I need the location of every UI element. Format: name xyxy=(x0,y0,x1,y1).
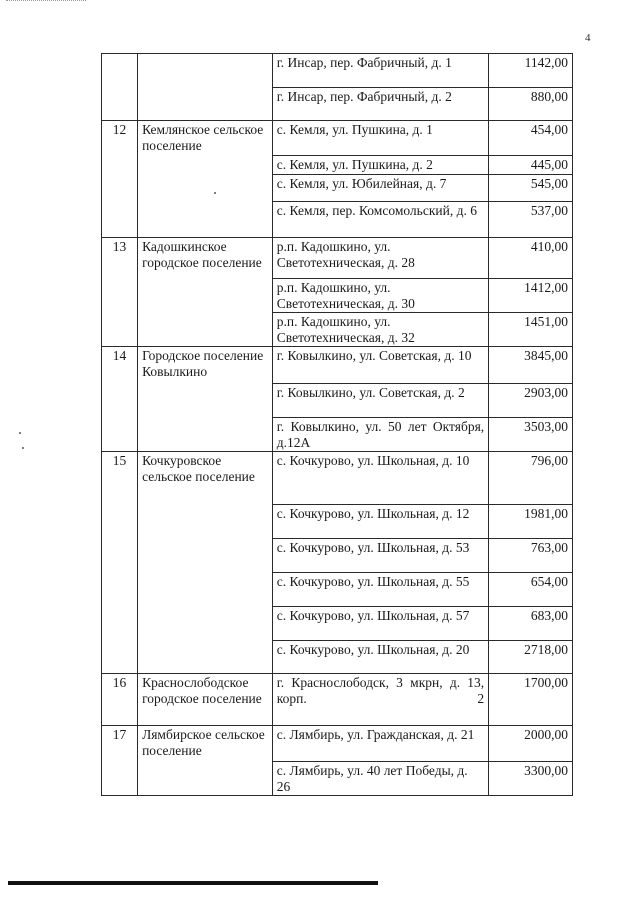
settlement-name: Лямбирское сельское поселение xyxy=(138,726,273,796)
row-number: 15 xyxy=(102,452,138,674)
row-number: 13 xyxy=(102,238,138,347)
area-value: 763,00 xyxy=(489,539,573,573)
scan-speck xyxy=(214,192,216,194)
area-value: 445,00 xyxy=(489,156,573,175)
settlement-name: Кочкуровское сельское поселение xyxy=(138,452,273,674)
address-cell: с. Кочкурово, ул. Школьная, д. 55 xyxy=(272,573,488,607)
address-cell: с. Кочкурово, ул. Школьная, д. 12 xyxy=(272,505,488,539)
area-value: 1700,00 xyxy=(489,674,573,726)
row-number: 12 xyxy=(102,121,138,238)
area-value: 3503,00 xyxy=(489,418,573,452)
table-row xyxy=(102,54,573,88)
table-body xyxy=(102,54,573,796)
address-cell: г. Инсар, пер. Фабричный, д. 2 xyxy=(272,88,488,121)
settlement-name: Кадошкинское городское поселение xyxy=(138,238,273,347)
row-number xyxy=(102,54,138,121)
area-value: 2718,00 xyxy=(489,641,573,674)
area-value: 2000,00 xyxy=(489,726,573,762)
settlement-name: Краснослободское городское поселение xyxy=(138,674,273,726)
area-value: 537,00 xyxy=(489,202,573,238)
area-value: 880,00 xyxy=(489,88,573,121)
address-cell: с. Кочкурово, ул. Школьная, д. 20 xyxy=(272,641,488,674)
area-value: 654,00 xyxy=(489,573,573,607)
area-value: 454,00 xyxy=(489,121,573,156)
area-value: 1981,00 xyxy=(489,505,573,539)
settlement-name: Городское поселение Ковылкино xyxy=(138,347,273,452)
area-value: 1451,00 xyxy=(489,313,573,347)
address-cell: с. Кемля, ул. Юбилейная, д. 7 xyxy=(272,175,488,202)
scan-artifact-bottom xyxy=(8,881,378,885)
address-cell: с. Лямбирь, ул. 40 лет Победы, д. 26 xyxy=(272,762,488,796)
settlement-name: Кемлянское сельское поселение xyxy=(138,121,273,238)
address-cell: с. Кемля, пер. Комсомольский, д. 6 xyxy=(272,202,488,238)
address-cell: г. Ковылкино, ул. 50 лет Октября, д.12А xyxy=(272,418,488,452)
address-cell: р.п. Кадошкино, ул. Светотехническая, д. 30 xyxy=(272,279,488,313)
address-cell: с. Лямбирь, ул. Гражданская, д. 21 xyxy=(272,726,488,762)
address-cell: с. Кочкурово, ул. Школьная, д. 10 xyxy=(272,452,488,505)
area-value: 410,00 xyxy=(489,238,573,279)
area-value: 3845,00 xyxy=(489,347,573,384)
scan-speck xyxy=(22,447,24,449)
area-value: 683,00 xyxy=(489,607,573,641)
address-cell: г. Инсар, пер. Фабричный, д. 1 xyxy=(272,54,488,88)
table-row xyxy=(102,121,573,156)
row-number: 16 xyxy=(102,674,138,726)
table-row xyxy=(102,726,573,762)
area-value: 545,00 xyxy=(489,175,573,202)
area-value: 796,00 xyxy=(489,452,573,505)
address-cell: г. Ковылкино, ул. Советская, д. 10 xyxy=(272,347,488,384)
row-number: 14 xyxy=(102,347,138,452)
address-cell: г. Ковылкино, ул. Советская, д. 2 xyxy=(272,384,488,418)
scan-artifact-top xyxy=(6,0,86,3)
area-value: 1412,00 xyxy=(489,279,573,313)
property-table xyxy=(101,53,573,796)
table-row xyxy=(102,238,573,279)
address-cell: с. Кочкурово, ул. Школьная, д. 53 xyxy=(272,539,488,573)
address-cell: с. Кемля, ул. Пушкина, д. 1 xyxy=(272,121,488,156)
address-cell: с. Кемля, ул. Пушкина, д. 2 xyxy=(272,156,488,175)
address-cell: с. Кочкурово, ул. Школьная, д. 57 xyxy=(272,607,488,641)
address-cell: г. Краснослободск, 3 мкрн, д. 13, корп. 2 xyxy=(272,674,488,726)
area-value: 2903,00 xyxy=(489,384,573,418)
address-cell: р.п. Кадошкино, ул. Светотехническая, д. 28 xyxy=(272,238,488,279)
page-number: 4 xyxy=(585,32,591,44)
table-row xyxy=(102,347,573,384)
area-value: 3300,00 xyxy=(489,762,573,796)
table-row xyxy=(102,452,573,505)
area-value: 1142,00 xyxy=(489,54,573,88)
row-number: 17 xyxy=(102,726,138,796)
scan-speck xyxy=(19,432,21,434)
address-cell: р.п. Кадошкино, ул. Светотехническая, д. 32 xyxy=(272,313,488,347)
table-row xyxy=(102,674,573,726)
settlement-name xyxy=(138,54,273,121)
